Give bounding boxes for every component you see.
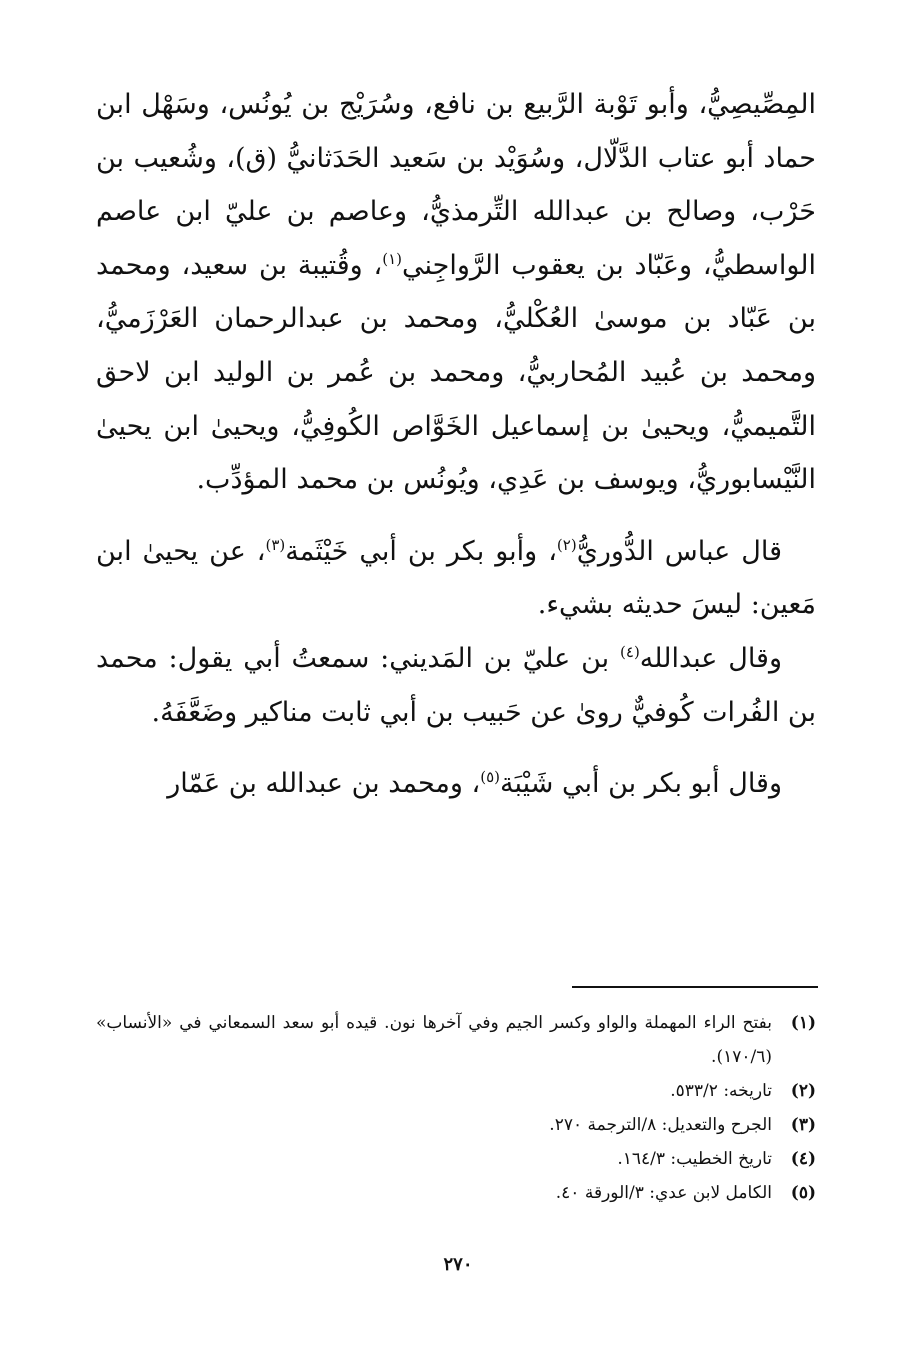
footnote-item (96, 1176, 816, 1210)
footnote-marker-3[interactable]: (٣) (265, 535, 286, 554)
footnote-item (96, 1108, 816, 1142)
footnote-text: تاريخ الخطيب: ١٦٤/٣. (617, 1149, 772, 1169)
paragraph-text: ، عن يحيىٰ ابن مَعين: ليسَ حديثه بشيء. (96, 535, 816, 621)
footnote-item (96, 1142, 816, 1176)
footnotes (96, 1006, 816, 1210)
footnote-marker-5[interactable]: (٥) (480, 768, 501, 787)
paragraph-text: ، وأبو بكر بن أبي خَيْثَمة (285, 535, 557, 567)
footnote-marker-1[interactable]: (١) (382, 249, 402, 268)
footnote-text: بفتح الراء المهملة والواو وكسر الجيم وفي آخرها نون. قيده أبو سعد السمعاني في «الأنساب» (١٧٠/٦). (96, 1013, 772, 1067)
paragraph-text-continued: ، وقُتيبة بن سعيد، ومحمد بن عَبّاد بن موسىٰ العُكْليُّ، ومحمد بن عبدالرحمان العَرْزَميُّ، ومحمد بن عُبيد المُحاربيُّ، ومحمد بن عُمر بن الوليد ابن لاحق التَّميميُّ، ويحيىٰ بن إسماعيل الخَوَّاص الكُوفِيُّ، ويحيىٰ ابن يحيىٰ النَّيْسابوريُّ، ويوسف بن عَدِي، ويُونُس بن محمد المؤدِّب. (96, 249, 816, 496)
paragraph-text: بن عليّ بن المَديني: سمعتُ أبي يقول: محمد بن الفُرات كُوفيٌّ روىٰ عن حَبيب بن أبي ثابت مناكير وضَعَّفَهُ. (96, 642, 816, 728)
footnote-text: الكامل لابن عدي: ٣/الورقة ٤٠. (555, 1183, 772, 1203)
footnote-number: (٥) (790, 1183, 816, 1203)
paragraph-text: قال عباس الدُّوريُّ (576, 535, 782, 567)
footnote-number: (٢) (790, 1081, 816, 1101)
footnote-number: (١) (790, 1013, 816, 1033)
footnote-item (96, 1074, 816, 1108)
paragraph-text: وقال عبدالله (639, 642, 783, 674)
paragraph-narrators-list (96, 78, 816, 507)
paragraph-abu-bakr-quote (96, 757, 816, 811)
paragraph-text: المِصِّيصِيُّ، وأبو تَوْبة الرَّبيع بن نافع، وسُرَيْج بن يُونُس، وسَهْل ابن حماد أبو عتاب الدَّلّال، وسُوَيْد بن سَعيد الحَدَثانيُّ (ق)، وشُعيب بن حَرْب، وصالح بن عبدالله التِّرمذيُّ، وعاصم بن عليّ ابن عاصم الواسطيُّ، وعَبّاد بن يعقوب الرَّواجِني (96, 89, 816, 281)
footnote-marker-2[interactable]: (٢) (556, 535, 577, 554)
footnote-separator (572, 986, 818, 988)
paragraph-text: ، ومحمد بن عبدالله بن عَمّار (167, 768, 481, 800)
footnote-text: تاريخه: ٥٣٣/٢. (670, 1081, 772, 1101)
footnote-number: (٤) (790, 1149, 816, 1169)
paragraph-abdullah-quote (96, 632, 816, 739)
page-number: ٢٧٠ (443, 1254, 473, 1275)
footnote-item (96, 1006, 816, 1074)
footnote-marker-4[interactable]: (٤) (620, 642, 640, 661)
paragraph-text: وقال أبو بكر بن أبي شَيْبَة (500, 768, 782, 800)
footnote-number: (٣) (790, 1115, 816, 1135)
main-text (96, 78, 816, 811)
footnote-text: الجرح والتعديل: ٨/الترجمة ٢٧٠. (549, 1115, 772, 1135)
paragraph-abbas-quote (96, 525, 816, 632)
